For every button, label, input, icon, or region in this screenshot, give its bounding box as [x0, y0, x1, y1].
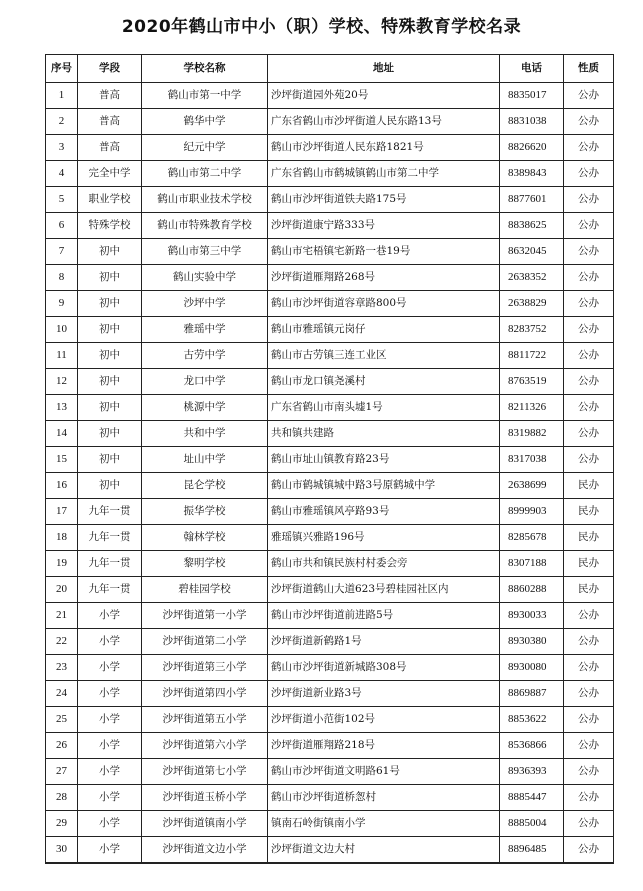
table-row [46, 603, 614, 629]
cell-stage: 特殊学校 [78, 213, 142, 239]
table-row [46, 785, 614, 811]
table-row [46, 629, 614, 655]
cell-type: 公办 [564, 837, 614, 864]
cell-school-name: 纪元中学 [142, 135, 268, 161]
cell-phone: 8632045 [500, 239, 564, 265]
cell-stage: 九年一贯 [78, 499, 142, 525]
cell-school-name: 雅瑶中学 [142, 317, 268, 343]
cell-type: 民办 [564, 577, 614, 603]
table-row [46, 187, 614, 213]
cell-index: 12 [46, 369, 78, 395]
cell-index: 19 [46, 551, 78, 577]
cell-address: 雅瑶镇兴雅路196号 [268, 525, 500, 551]
cell-address: 鹤山市沙坪街道容章路800号 [268, 291, 500, 317]
cell-school-name: 沙坪街道文边小学 [142, 837, 268, 864]
col-header-type: 性质 [564, 55, 614, 83]
cell-index: 6 [46, 213, 78, 239]
cell-stage: 小学 [78, 655, 142, 681]
cell-stage: 初中 [78, 395, 142, 421]
cell-address: 鹤山市址山镇教育路23号 [268, 447, 500, 473]
cell-type: 公办 [564, 239, 614, 265]
cell-school-name: 翰林学校 [142, 525, 268, 551]
cell-stage: 小学 [78, 733, 142, 759]
cell-index: 26 [46, 733, 78, 759]
cell-index: 13 [46, 395, 78, 421]
cell-phone: 8860288 [500, 577, 564, 603]
cell-type: 公办 [564, 811, 614, 837]
cell-type: 公办 [564, 369, 614, 395]
cell-phone: 8763519 [500, 369, 564, 395]
cell-address: 鹤山市龙口镇尧溪村 [268, 369, 500, 395]
cell-type: 公办 [564, 733, 614, 759]
table-body [46, 83, 614, 864]
cell-school-name: 黎明学校 [142, 551, 268, 577]
cell-type: 公办 [564, 213, 614, 239]
cell-address: 鹤山市鹤城镇城中路3号原鹤城中学 [268, 473, 500, 499]
cell-type: 民办 [564, 499, 614, 525]
cell-school-name: 鹤山市职业技术学校 [142, 187, 268, 213]
cell-phone: 8319882 [500, 421, 564, 447]
cell-stage: 小学 [78, 811, 142, 837]
cell-address: 鹤山市古劳镇三连工业区 [268, 343, 500, 369]
table-row [46, 135, 614, 161]
table-row [46, 83, 614, 109]
cell-index: 7 [46, 239, 78, 265]
cell-stage: 初中 [78, 239, 142, 265]
cell-index: 20 [46, 577, 78, 603]
cell-stage: 普高 [78, 109, 142, 135]
table-row [46, 213, 614, 239]
cell-phone: 8885004 [500, 811, 564, 837]
table-row [46, 291, 614, 317]
cell-address: 沙坪街道雁翔路218号 [268, 733, 500, 759]
col-header-phone: 电话 [500, 55, 564, 83]
cell-index: 18 [46, 525, 78, 551]
cell-phone: 8389843 [500, 161, 564, 187]
cell-phone: 8877601 [500, 187, 564, 213]
table-row [46, 473, 614, 499]
cell-school-name: 沙坪街道镇南小学 [142, 811, 268, 837]
cell-phone: 8283752 [500, 317, 564, 343]
cell-phone: 8896485 [500, 837, 564, 864]
cell-address: 鹤山市沙坪街道铁夫路175号 [268, 187, 500, 213]
cell-phone: 8930380 [500, 629, 564, 655]
cell-phone: 8930033 [500, 603, 564, 629]
cell-index: 9 [46, 291, 78, 317]
cell-stage: 普高 [78, 83, 142, 109]
cell-school-name: 沙坪街道第一小学 [142, 603, 268, 629]
cell-phone: 8811722 [500, 343, 564, 369]
header-row [46, 55, 614, 83]
cell-stage: 九年一贯 [78, 551, 142, 577]
cell-type: 公办 [564, 109, 614, 135]
cell-type: 公办 [564, 317, 614, 343]
col-header-stage: 学段 [78, 55, 142, 83]
cell-phone: 8536866 [500, 733, 564, 759]
cell-school-name: 沙坪街道玉桥小学 [142, 785, 268, 811]
table-row [46, 655, 614, 681]
cell-phone: 8307188 [500, 551, 564, 577]
cell-school-name: 沙坪街道第二小学 [142, 629, 268, 655]
cell-phone: 8999903 [500, 499, 564, 525]
table-row [46, 343, 614, 369]
cell-school-name: 鹤山市第一中学 [142, 83, 268, 109]
cell-school-name: 沙坪中学 [142, 291, 268, 317]
cell-type: 公办 [564, 395, 614, 421]
cell-index: 10 [46, 317, 78, 343]
cell-school-name: 沙坪街道第四小学 [142, 681, 268, 707]
table-row [46, 239, 614, 265]
cell-school-name: 沙坪街道第六小学 [142, 733, 268, 759]
table-row [46, 265, 614, 291]
table-row [46, 421, 614, 447]
cell-stage: 职业学校 [78, 187, 142, 213]
table-row [46, 733, 614, 759]
cell-school-name: 桃源中学 [142, 395, 268, 421]
cell-type: 公办 [564, 343, 614, 369]
cell-stage: 初中 [78, 291, 142, 317]
cell-phone: 8317038 [500, 447, 564, 473]
cell-school-name: 鹤山实验中学 [142, 265, 268, 291]
cell-stage: 小学 [78, 603, 142, 629]
cell-stage: 小学 [78, 837, 142, 864]
table-row [46, 707, 614, 733]
table-row [46, 551, 614, 577]
cell-address: 鹤山市沙坪街道新城路308号 [268, 655, 500, 681]
cell-index: 27 [46, 759, 78, 785]
cell-address: 鹤山市沙坪街道前进路5号 [268, 603, 500, 629]
cell-stage: 九年一贯 [78, 577, 142, 603]
cell-address: 鹤山市沙坪街道人民东路1821号 [268, 135, 500, 161]
cell-type: 公办 [564, 681, 614, 707]
cell-phone: 8869887 [500, 681, 564, 707]
cell-address: 沙坪街道园外苑20号 [268, 83, 500, 109]
cell-school-name: 鹤山市第二中学 [142, 161, 268, 187]
cell-stage: 小学 [78, 759, 142, 785]
cell-address: 鹤山市宅梧镇宅新路一巷19号 [268, 239, 500, 265]
cell-address: 鹤山市雅瑶镇元岗仔 [268, 317, 500, 343]
cell-type: 公办 [564, 785, 614, 811]
cell-school-name: 振华学校 [142, 499, 268, 525]
cell-school-name: 鹤山市第三中学 [142, 239, 268, 265]
cell-index: 11 [46, 343, 78, 369]
table-row [46, 109, 614, 135]
cell-address: 镇南石岭街镇南小学 [268, 811, 500, 837]
cell-stage: 小学 [78, 785, 142, 811]
cell-type: 民办 [564, 525, 614, 551]
cell-address: 沙坪街道新鹤路1号 [268, 629, 500, 655]
cell-phone: 8853622 [500, 707, 564, 733]
cell-address: 沙坪街道小范街102号 [268, 707, 500, 733]
cell-index: 24 [46, 681, 78, 707]
table-row [46, 395, 614, 421]
cell-type: 公办 [564, 655, 614, 681]
cell-phone: 8826620 [500, 135, 564, 161]
table-row [46, 525, 614, 551]
cell-address: 鹤山市沙坪街道桥怱村 [268, 785, 500, 811]
cell-address: 沙坪街道文边大村 [268, 837, 500, 864]
cell-index: 29 [46, 811, 78, 837]
cell-type: 公办 [564, 447, 614, 473]
cell-school-name: 鹤华中学 [142, 109, 268, 135]
page-title: 2020年鹤山市中小（职）学校、特殊教育学校名录 [121, 17, 522, 37]
cell-phone: 2638699 [500, 473, 564, 499]
cell-stage: 小学 [78, 707, 142, 733]
cell-phone: 8211326 [500, 395, 564, 421]
cell-index: 17 [46, 499, 78, 525]
cell-type: 公办 [564, 135, 614, 161]
cell-index: 14 [46, 421, 78, 447]
cell-school-name: 沙坪街道第五小学 [142, 707, 268, 733]
cell-school-name: 昆仑学校 [142, 473, 268, 499]
cell-phone: 8936393 [500, 759, 564, 785]
cell-address: 沙坪街道鹤山大道623号碧桂园社区内 [268, 577, 500, 603]
cell-stage: 初中 [78, 421, 142, 447]
cell-index: 2 [46, 109, 78, 135]
cell-address: 广东省鹤山市沙坪街道人民东路13号 [268, 109, 500, 135]
cell-index: 4 [46, 161, 78, 187]
cell-school-name: 沙坪街道第七小学 [142, 759, 268, 785]
table-row [46, 837, 614, 864]
cell-address: 广东省鹤山市南头墟1号 [268, 395, 500, 421]
cell-phone: 8285678 [500, 525, 564, 551]
cell-index: 22 [46, 629, 78, 655]
cell-address: 沙坪街道新业路3号 [268, 681, 500, 707]
cell-phone: 8831038 [500, 109, 564, 135]
cell-index: 28 [46, 785, 78, 811]
cell-index: 23 [46, 655, 78, 681]
table-row [46, 577, 614, 603]
cell-phone: 2638829 [500, 291, 564, 317]
cell-school-name: 沙坪街道第三小学 [142, 655, 268, 681]
cell-index: 8 [46, 265, 78, 291]
cell-address: 鹤山市共和镇民族村村委会旁 [268, 551, 500, 577]
cell-address: 鹤山市雅瑶镇风亭路93号 [268, 499, 500, 525]
cell-phone: 8930080 [500, 655, 564, 681]
cell-index: 1 [46, 83, 78, 109]
cell-stage: 普高 [78, 135, 142, 161]
cell-type: 民办 [564, 473, 614, 499]
cell-type: 公办 [564, 707, 614, 733]
table-row [46, 447, 614, 473]
cell-index: 30 [46, 837, 78, 864]
cell-stage: 初中 [78, 317, 142, 343]
cell-stage: 小学 [78, 681, 142, 707]
cell-index: 3 [46, 135, 78, 161]
cell-type: 公办 [564, 187, 614, 213]
table-row [46, 499, 614, 525]
cell-phone: 8838625 [500, 213, 564, 239]
cell-stage: 完全中学 [78, 161, 142, 187]
cell-index: 21 [46, 603, 78, 629]
cell-phone: 8885447 [500, 785, 564, 811]
cell-stage: 初中 [78, 343, 142, 369]
cell-type: 公办 [564, 629, 614, 655]
cell-index: 25 [46, 707, 78, 733]
cell-type: 公办 [564, 161, 614, 187]
cell-stage: 初中 [78, 265, 142, 291]
cell-address: 广东省鹤山市鹤城镇鹤山市第二中学 [268, 161, 500, 187]
cell-stage: 小学 [78, 629, 142, 655]
cell-type: 公办 [564, 603, 614, 629]
col-header-name: 学校名称 [142, 55, 268, 83]
school-table [45, 54, 614, 864]
table-row [46, 681, 614, 707]
cell-index: 15 [46, 447, 78, 473]
cell-type: 公办 [564, 83, 614, 109]
cell-school-name: 共和中学 [142, 421, 268, 447]
table-row [46, 369, 614, 395]
cell-phone: 2638352 [500, 265, 564, 291]
table-row [46, 161, 614, 187]
cell-type: 公办 [564, 421, 614, 447]
cell-stage: 初中 [78, 447, 142, 473]
table-row [46, 759, 614, 785]
cell-school-name: 古劳中学 [142, 343, 268, 369]
cell-address: 沙坪街道雁翔路268号 [268, 265, 500, 291]
table-row [46, 811, 614, 837]
cell-type: 公办 [564, 265, 614, 291]
cell-type: 民办 [564, 551, 614, 577]
col-header-index: 序号 [46, 55, 78, 83]
cell-type: 公办 [564, 759, 614, 785]
cell-school-name: 鹤山市特殊教育学校 [142, 213, 268, 239]
cell-index: 16 [46, 473, 78, 499]
cell-type: 公办 [564, 291, 614, 317]
cell-phone: 8835017 [500, 83, 564, 109]
cell-stage: 初中 [78, 473, 142, 499]
col-header-address: 地址 [268, 55, 500, 83]
cell-school-name: 龙口中学 [142, 369, 268, 395]
cell-index: 5 [46, 187, 78, 213]
cell-stage: 初中 [78, 369, 142, 395]
cell-school-name: 碧桂园学校 [142, 577, 268, 603]
cell-address: 鹤山市沙坪街道文明路61号 [268, 759, 500, 785]
table-row [46, 317, 614, 343]
cell-address: 共和镇共建路 [268, 421, 500, 447]
cell-school-name: 址山中学 [142, 447, 268, 473]
cell-stage: 九年一贯 [78, 525, 142, 551]
cell-address: 沙坪街道康宁路333号 [268, 213, 500, 239]
